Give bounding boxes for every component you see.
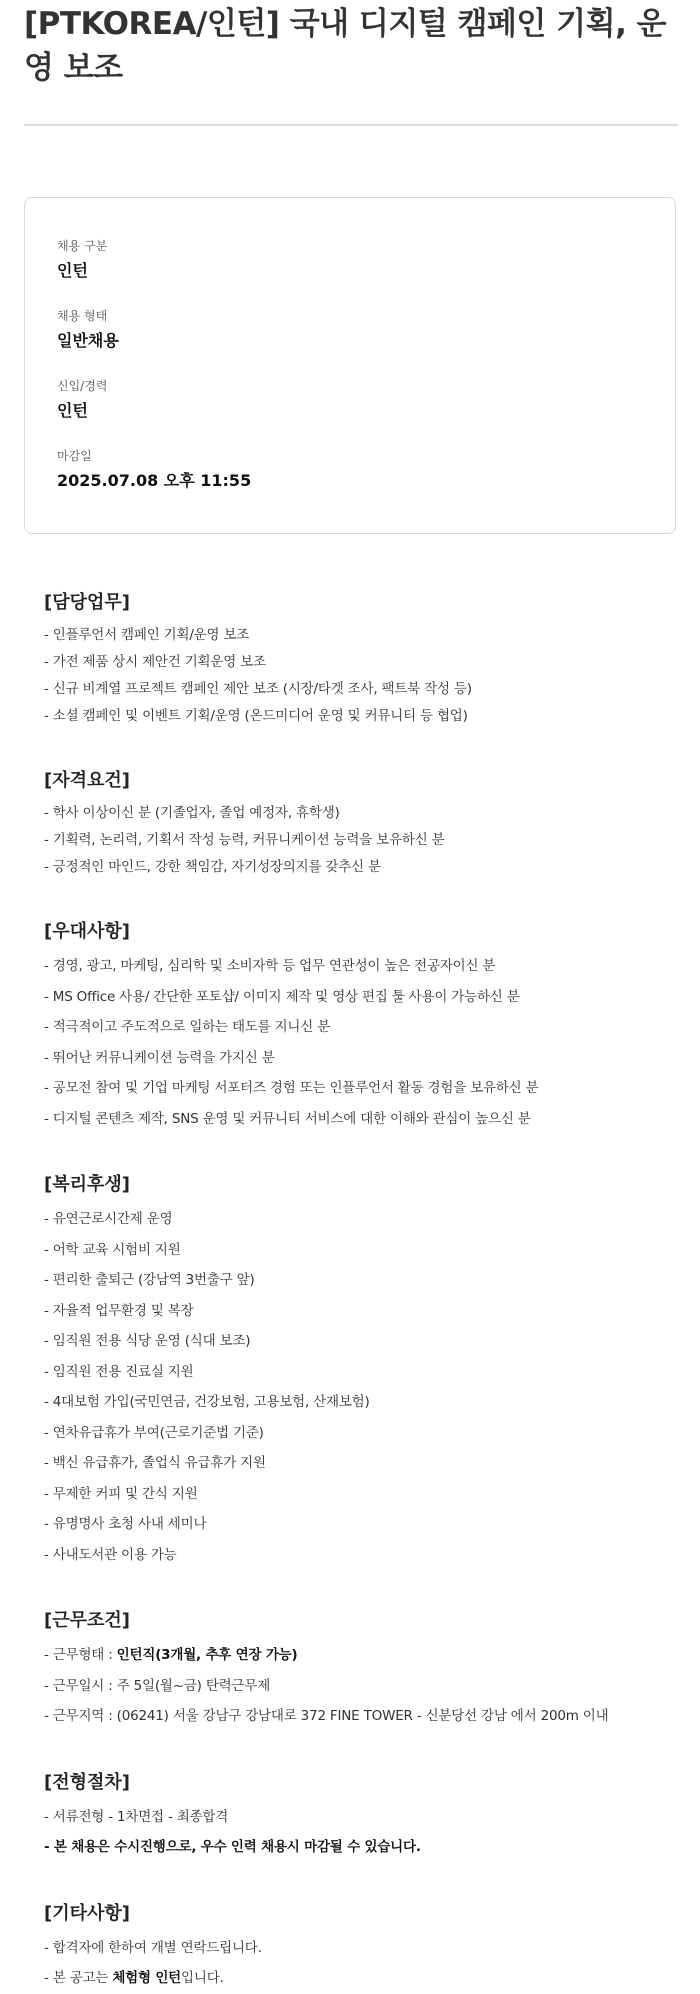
etc-line-contact: - 합격자에 한하여 개별 연락드립니다. xyxy=(44,1939,262,1956)
section-conditions xyxy=(44,1608,664,1732)
list-item: - 가전 제품 상시 제안건 기획운영 보조 xyxy=(44,654,266,670)
list-item: - 4대보험 가입(국민연금, 건강보험, 고용보험, 산재보험) xyxy=(44,1394,370,1410)
info-item-deadline xyxy=(57,448,251,492)
etc-bold-text: 체험형 인턴 xyxy=(112,1970,182,1986)
job-info-card xyxy=(24,197,676,534)
list-item: - 백신 유급휴가, 졸업식 유급휴가 지원 xyxy=(44,1455,266,1471)
list-item: - 임직원 전용 진료실 지원 xyxy=(44,1363,194,1380)
work-schedule-line: - 근무일시 : 주 5일(월~금) 탄력근무제 xyxy=(44,1677,271,1694)
section-title: [자격요건] xyxy=(44,770,131,791)
list-item: - 기획력, 논리력, 기획서 작성 능력, 커뮤니케이션 능력을 보유하신 분 xyxy=(44,832,445,848)
list-item: - 인플루언서 캠페인 기획/운영 보조 xyxy=(44,627,250,643)
list-item: - 공모전 참여 및 기업 마케팅 서포터즈 경험 또는 인플루언서 활동 경험을 보유하신 분 xyxy=(44,1080,539,1096)
process-note-text: - 본 채용은 수시진행으로, 우수 인력 채용시 마감될 수 있습니다. xyxy=(44,1839,421,1855)
info-label: 마감일 xyxy=(57,449,92,463)
list-item: - 편리한 출퇴근 (강남역 3번출구 앞) xyxy=(44,1272,255,1288)
work-location-line: - 근무지역 : (06241) 서울 강남구 강남대로 372 FINE TOWER - 신분당선 강남 에서 200m 이내 xyxy=(44,1708,609,1724)
info-value: 2025.07.08 오후 11:55 xyxy=(57,471,252,490)
list-item: - 임직원 전용 식당 운영 (식대 보조) xyxy=(44,1333,251,1349)
list-item: - 유연근로시간제 운영 xyxy=(44,1211,173,1227)
list-item: - 무제한 커피 및 간식 지원 xyxy=(44,1485,198,1502)
section-title: [기타사항] xyxy=(44,1902,131,1924)
info-item-hire-type xyxy=(57,308,119,352)
section-requirements xyxy=(44,768,664,881)
info-label: 신입/경력 xyxy=(57,379,108,393)
section-title: [우대사항] xyxy=(44,921,131,942)
info-value: 인턴 xyxy=(57,261,88,280)
work-type-value: 인턴직(3개월, 추후 연장 가능) xyxy=(116,1647,298,1663)
section-title: [담당업무] xyxy=(44,592,131,613)
list-item: - 신규 비계열 프로젝트 캠페인 제안 보조 (시장/타겟 조사, 팩트북 작성 등) xyxy=(44,681,472,697)
work-type-line xyxy=(44,1640,664,1671)
section-title: [복리후생] xyxy=(44,1174,131,1195)
job-description xyxy=(44,590,664,1994)
etc-line-internship-type xyxy=(44,1963,664,1994)
info-label: 채용 구분 xyxy=(57,239,108,253)
list-item: - 자율적 업무환경 및 복장 xyxy=(44,1302,194,1319)
list-item: - 뛰어난 커뮤니케이션 능력을 가지신 분 xyxy=(44,1049,275,1066)
list-item: - 긍정적인 마인드, 강한 책임감, 자기성장의지를 갖추신 분 xyxy=(44,859,381,875)
title-divider xyxy=(24,124,678,126)
list-item: - 사내도서관 이용 가능 xyxy=(44,1546,177,1563)
section-benefits xyxy=(44,1172,664,1570)
work-type-label: - 근무형태 : xyxy=(44,1647,117,1663)
section-duties xyxy=(44,590,664,730)
section-title: [전형절차] xyxy=(44,1771,131,1793)
page-title: [PTKOREA/인턴] 국내 디지털 캠페인 기획, 운영 보조 xyxy=(24,6,667,86)
list-item: - 어학 교육 시험비 지원 xyxy=(44,1241,181,1258)
section-title: [근무조건] xyxy=(44,1610,131,1631)
process-note xyxy=(44,1832,664,1863)
list-item: - 경영, 광고, 마케팅, 심리학 및 소비자학 등 업무 연관성이 높은 전공자이신 분 xyxy=(44,958,496,974)
info-label: 채용 형태 xyxy=(57,309,108,323)
section-etc xyxy=(44,1901,664,1994)
info-item-hire-category xyxy=(57,238,107,282)
list-item: - 학사 이상이신 분 (기졸업자, 졸업 예정자, 휴학생) xyxy=(44,805,340,821)
info-item-career-level xyxy=(57,378,107,422)
list-item: - 디지털 콘텐츠 제작, SNS 운영 및 커뮤니티 서비스에 대한 이해와 관심이 높으신 분 xyxy=(44,1110,531,1127)
list-item: - MS Office 사용/ 간단한 포토샵/ 이미지 제작 및 영상 편집 툴 사용이 가능하신 분 xyxy=(44,988,520,1005)
info-value: 일반채용 xyxy=(57,331,119,350)
etc-text: 입니다. xyxy=(181,1970,224,1986)
list-item: - 소셜 캠페인 및 이벤트 기획/운영 (온드미디어 운영 및 커뮤니티 등 협업) xyxy=(44,708,468,724)
list-item: - 적극적이고 주도적으로 일하는 태도를 지니신 분 xyxy=(44,1019,331,1035)
process-steps: - 서류전형 - 1차면접 - 최종합격 xyxy=(44,1808,229,1825)
etc-text: - 본 공고는 xyxy=(44,1970,113,1986)
section-process xyxy=(44,1770,664,1863)
list-item: - 연차유급휴가 부여(근로기준법 기준) xyxy=(44,1424,264,1441)
list-item: - 유명명사 초청 사내 세미나 xyxy=(44,1516,207,1532)
section-preferred xyxy=(44,919,664,1134)
info-value: 인턴 xyxy=(57,401,88,420)
